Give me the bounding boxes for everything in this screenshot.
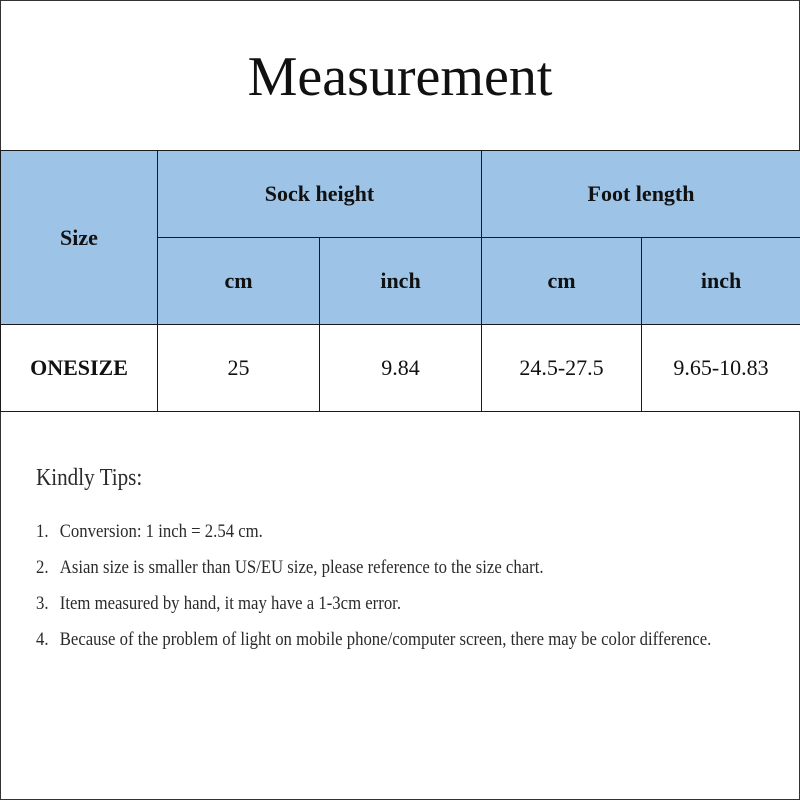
size-cell: ONESIZE — [1, 325, 158, 412]
tips-title: Kindly Tips: — [36, 465, 143, 491]
list-text: Conversion: 1 inch = 2.54 cm. — [59, 521, 263, 542]
list-text: Item measured by hand, it may have a 1-3cm error. — [59, 593, 402, 614]
list-item — [36, 586, 731, 622]
list-number: 3. — [36, 593, 49, 614]
list-text: Asian size is smaller than US/EU size, please reference to the size chart. — [59, 557, 544, 578]
unit-header: inch — [320, 238, 482, 325]
size-chart-table — [0, 150, 800, 412]
unit-header: inch — [642, 238, 800, 325]
tips-list — [36, 514, 756, 658]
table-header-row — [1, 151, 800, 238]
list-number: 1. — [36, 521, 49, 542]
sock-height-header: Sock height — [158, 151, 482, 238]
value-cell: 24.5-27.5 — [482, 325, 642, 412]
list-number: 2. — [36, 557, 49, 578]
foot-length-header: Foot length — [482, 151, 800, 238]
tips-section — [36, 465, 756, 658]
list-item — [36, 622, 731, 658]
size-header: Size — [1, 151, 158, 325]
unit-header: cm — [482, 238, 642, 325]
value-cell: 9.65-10.83 — [642, 325, 800, 412]
list-item — [36, 514, 731, 550]
unit-header: cm — [158, 238, 320, 325]
list-text: Because of the problem of light on mobile phone/computer screen, there may be color difference. — [59, 629, 712, 650]
page-title: Measurement — [247, 46, 553, 108]
list-item — [36, 550, 731, 586]
list-number: 4. — [36, 629, 49, 650]
value-cell: 25 — [158, 325, 320, 412]
value-cell: 9.84 — [320, 325, 482, 412]
table-row — [1, 325, 800, 412]
